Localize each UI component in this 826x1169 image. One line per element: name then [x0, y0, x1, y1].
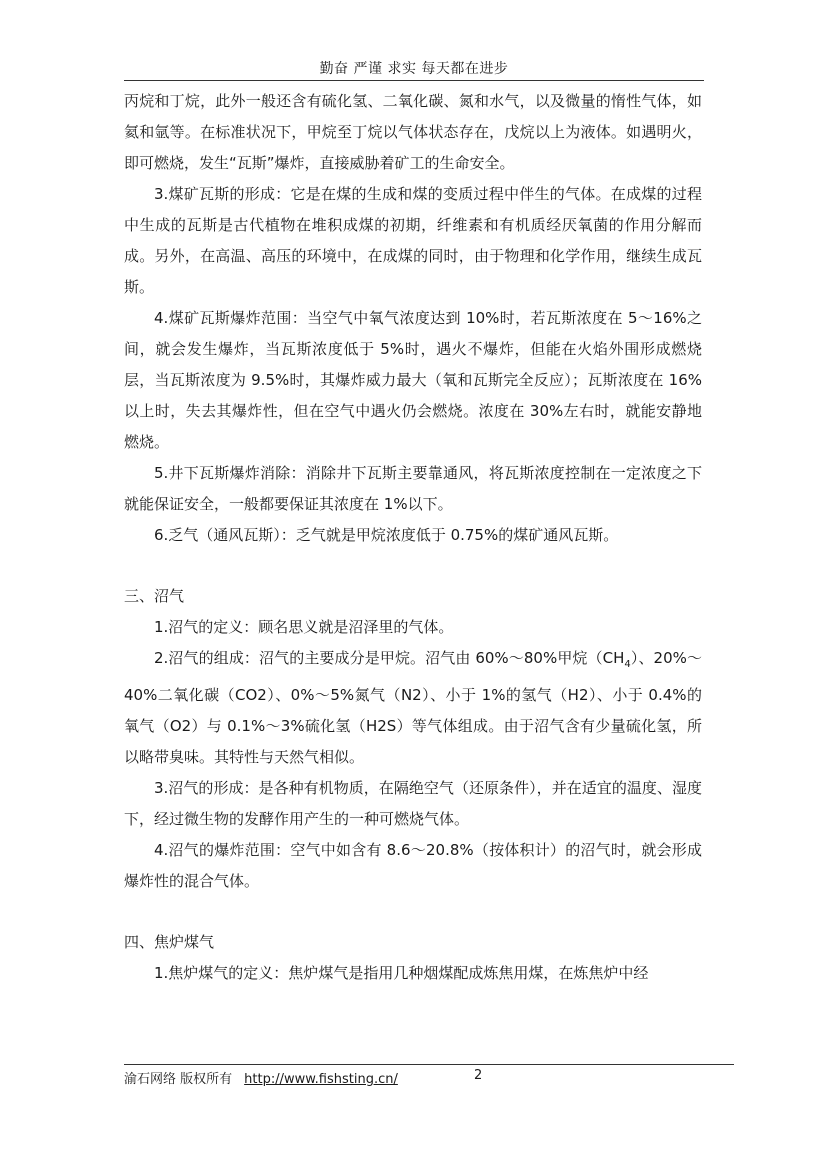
paragraph-coke-gas-definition: 1.焦炉煤气的定义：焦炉煤气是指用几种烟煤配成炼焦用煤，在炼焦炉中经	[154, 964, 649, 982]
paragraph-explosion-prevention: 5.井下瓦斯爆炸消除：消除井下瓦斯主要靠通风，将瓦斯浓度控制在一定浓度之下就能保证安全，一般都要保证其浓度在 1%以下。	[124, 464, 702, 513]
footer-divider	[124, 1064, 734, 1065]
paragraph-biogas-explosion: 4.沼气的爆炸范围：空气中如含有 8.6～20.8%（按体积计）的沼气时，就会形成爆炸性的混合气体。	[124, 841, 702, 890]
paragraph-ventilation-gas: 6.乏气（通风瓦斯）：乏气就是甲烷浓度低于 0.75%的煤矿通风瓦斯。	[154, 526, 619, 544]
paragraph-biogas-definition: 1.沼气的定义：顾名思义就是沼泽里的气体。	[154, 618, 454, 636]
paragraph-biogas-composition	[124, 643, 702, 773]
footer-link[interactable]: http://www.fishsting.cn/	[244, 1072, 398, 1087]
composition-text-a: 2.沼气的组成：沼气的主要成分是甲烷。沼气由 60%～80%甲烷（CH	[154, 649, 625, 667]
paragraph-biogas-formation: 3.沼气的形成：是各种有机物质，在隔绝空气（还原条件），并在适宜的温度、湿度下，经过微生物的发酵作用产生的一种可燃烧气体。	[124, 779, 702, 828]
paragraph-continuation: 丙烷和丁烷，此外一般还含有硫化氢、二氧化碳、氮和水气，以及微量的惰性气体，如氦和氩等。在标准状况下，甲烷至丁烷以气体状态存在，戊烷以上为液体。如遇明火，即可燃烧，发生“瓦斯”爆炸，直接威胁着矿工的生命安全。	[124, 92, 702, 172]
paragraph-explosion-range: 4.煤矿瓦斯爆炸范围：当空气中氧气浓度达到 10%时，若瓦斯浓度在 5～16%之间，就会发生爆炸，当瓦斯浓度低于 5%时，遇火不爆炸，但能在火焰外围形成燃烧层，当瓦斯浓度为 9.5%时，其爆炸威力最大（氧和瓦斯完全反应）；瓦斯浓度在 16%以上时，失去其爆炸性，但在空气中遇火仍会燃烧。浓度在 30%左右时，就能安静地燃烧。	[124, 309, 702, 451]
methane-subscript: 4	[624, 659, 631, 670]
composition-text-b: ）、20%～40%二氧化碳（CO2）、0%～5%氮气（N2）、小于 1%的氢气（H2）、小于 0.4%的氧气（O2）与 0.1%～3%硫化氢（H2S）等气体组成。由于沼气含有少量硫化氢，所以略带臭味。其特性与天然气相似。	[124, 649, 702, 766]
page-footer	[124, 1068, 398, 1087]
page-number: 2	[474, 1068, 483, 1083]
section-title-coke-gas: 四、焦炉煤气	[124, 933, 215, 951]
footer-copyright: 渝石网络 版权所有	[124, 1072, 233, 1087]
paragraph-gas-formation: 3.煤矿瓦斯的形成：它是在煤的生成和煤的变质过程中伴生的气体。在成煤的过程中生成的瓦斯是古代植物在堆积成煤的初期，纤维素和有机质经厌氧菌的作用分解而成。另外，在高温、高压的环境中，在成煤的同时，由于物理和化学作用，继续生成瓦斯。	[124, 185, 702, 296]
header-divider	[124, 80, 704, 81]
section-title-biogas: 三、沼气	[124, 587, 185, 605]
document-body	[124, 86, 702, 989]
page-header: 勤奋 严谨 求实 每天都在进步	[319, 61, 509, 77]
